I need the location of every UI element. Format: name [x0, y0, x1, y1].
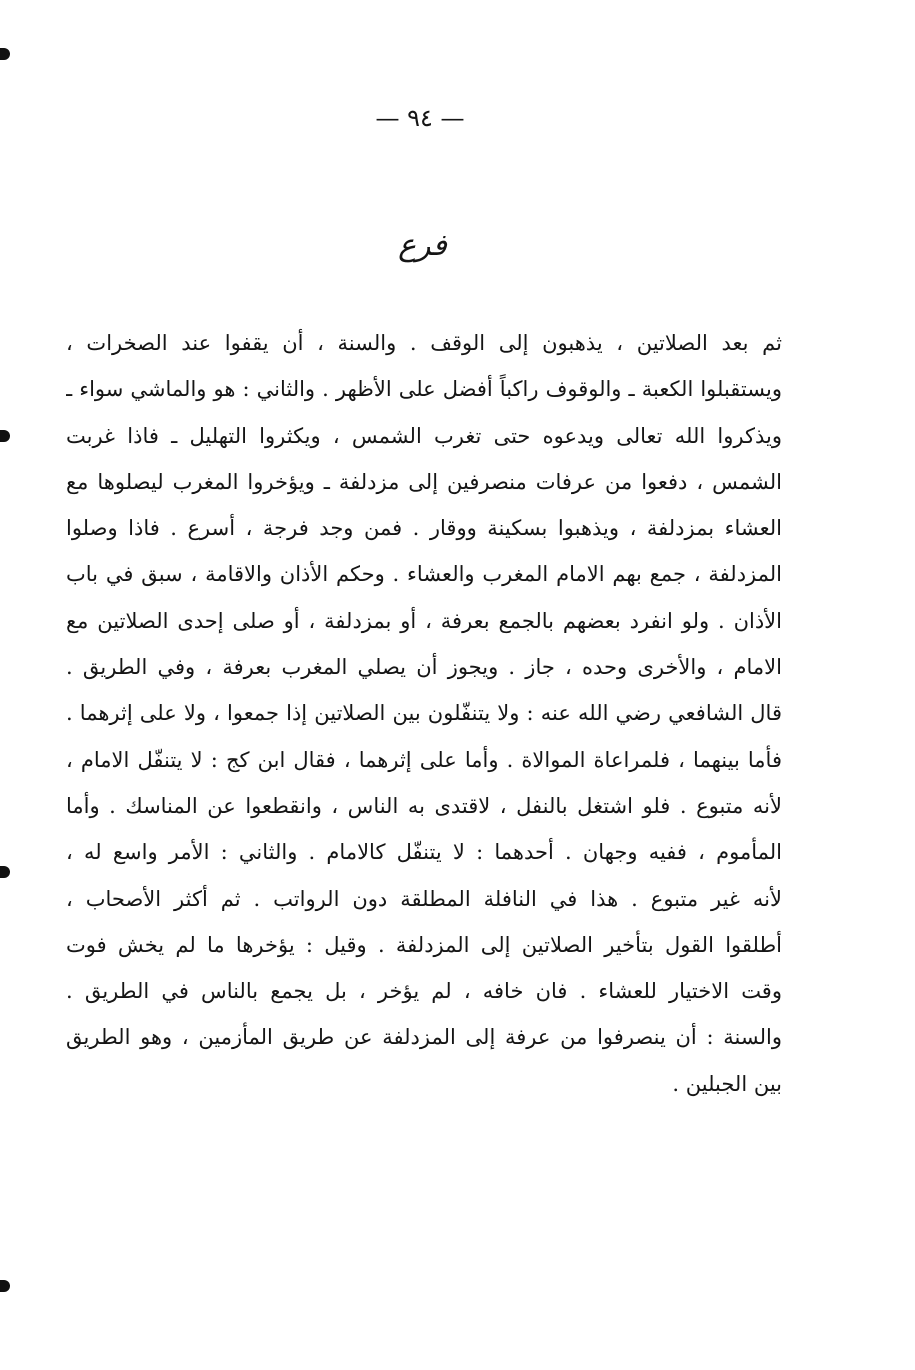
scan-edge-mark: [0, 430, 10, 442]
text-line: فأما بينهما ، فلمراعاة الموالاة . وأما على إثرهما ، فقال ابن كج : لا يتنفّل الامام ،: [66, 747, 782, 772]
text-line: بين الجبلين .: [672, 1071, 782, 1096]
text-line: قال الشافعي رضي الله عنه : ولا يتنفّلون بين الصلاتين إذا جمعوا ، ولا على إثرهما .: [66, 701, 782, 726]
text-line: أطلقوا القول بتأخير الصلاتين إلى المزدلفة . وقيل : يؤخرها ما لم يخش فوت: [66, 932, 782, 957]
text-line: المزدلفة ، جمع بهم الامام المغرب والعشاء . وحكم الأذان والاقامة ، سبق في باب: [66, 562, 782, 587]
section-heading: فرع: [398, 228, 447, 263]
text-line: المأموم ، ففيه وجهان . أحدهما : لا يتنفّل كالامام . والثاني : الأمر واسع له ،: [66, 840, 782, 865]
scan-edge-mark: [0, 48, 10, 60]
text-line: الأذان . ولو انفرد بعضهم بالجمع بعرفة ، أو بمزدلفة ، أو صلى إحدى الصلاتين مع: [66, 608, 782, 633]
text-line: وقت الاختيار للعشاء . فان خافه ، لم يؤخر ، بل يجمع بالناس في الطريق .: [66, 979, 782, 1004]
page-number: — ٩٤ —: [375, 104, 465, 132]
text-line: والسنة : أن ينصرفوا من عرفة إلى المزدلفة عن طريق المأزمين ، وهو الطريق: [66, 1025, 782, 1050]
text-line: الشمس ، دفعوا من عرفات منصرفين إلى مزدلفة ـ ويؤخروا المغرب ليصلوها مع: [66, 469, 782, 494]
text-line: لأنه متبوع . فلو اشتغل بالنفل ، لاقتدى به الناس ، وانقطعوا عن المناسك . وأما: [66, 793, 782, 818]
text-line: العشاء بمزدلفة ، ويذهبوا بسكينة ووقار . فمن وجد فرجة ، أسرع . فاذا وصلوا: [66, 516, 782, 541]
text-line: الامام ، والأخرى وحده ، جاز . ويجوز أن يصلي المغرب بعرفة ، وفي الطريق .: [66, 655, 782, 680]
text-line: ويستقبلوا الكعبة ـ والوقوف راكباً أفضل على الأظهر . والثاني : هو والماشي سواء ـ: [66, 377, 782, 402]
text-line: ويذكروا الله تعالى ويدعوه حتى تغرب الشمس ، ويكثروا التهليل ـ فاذا غربت: [66, 423, 782, 448]
body-text: [66, 320, 782, 1107]
text-line: لأنه غير متبوع . هذا في النافلة المطلقة دون الرواتب . ثم أكثر الأصحاب ،: [66, 886, 782, 911]
text-line: ثم بعد الصلاتين ، يذهبون إلى الوقف . والسنة ، أن يقفوا عند الصخرات ،: [66, 331, 782, 355]
scan-edge-mark: [0, 1280, 10, 1292]
scan-edge-mark: [0, 866, 10, 878]
